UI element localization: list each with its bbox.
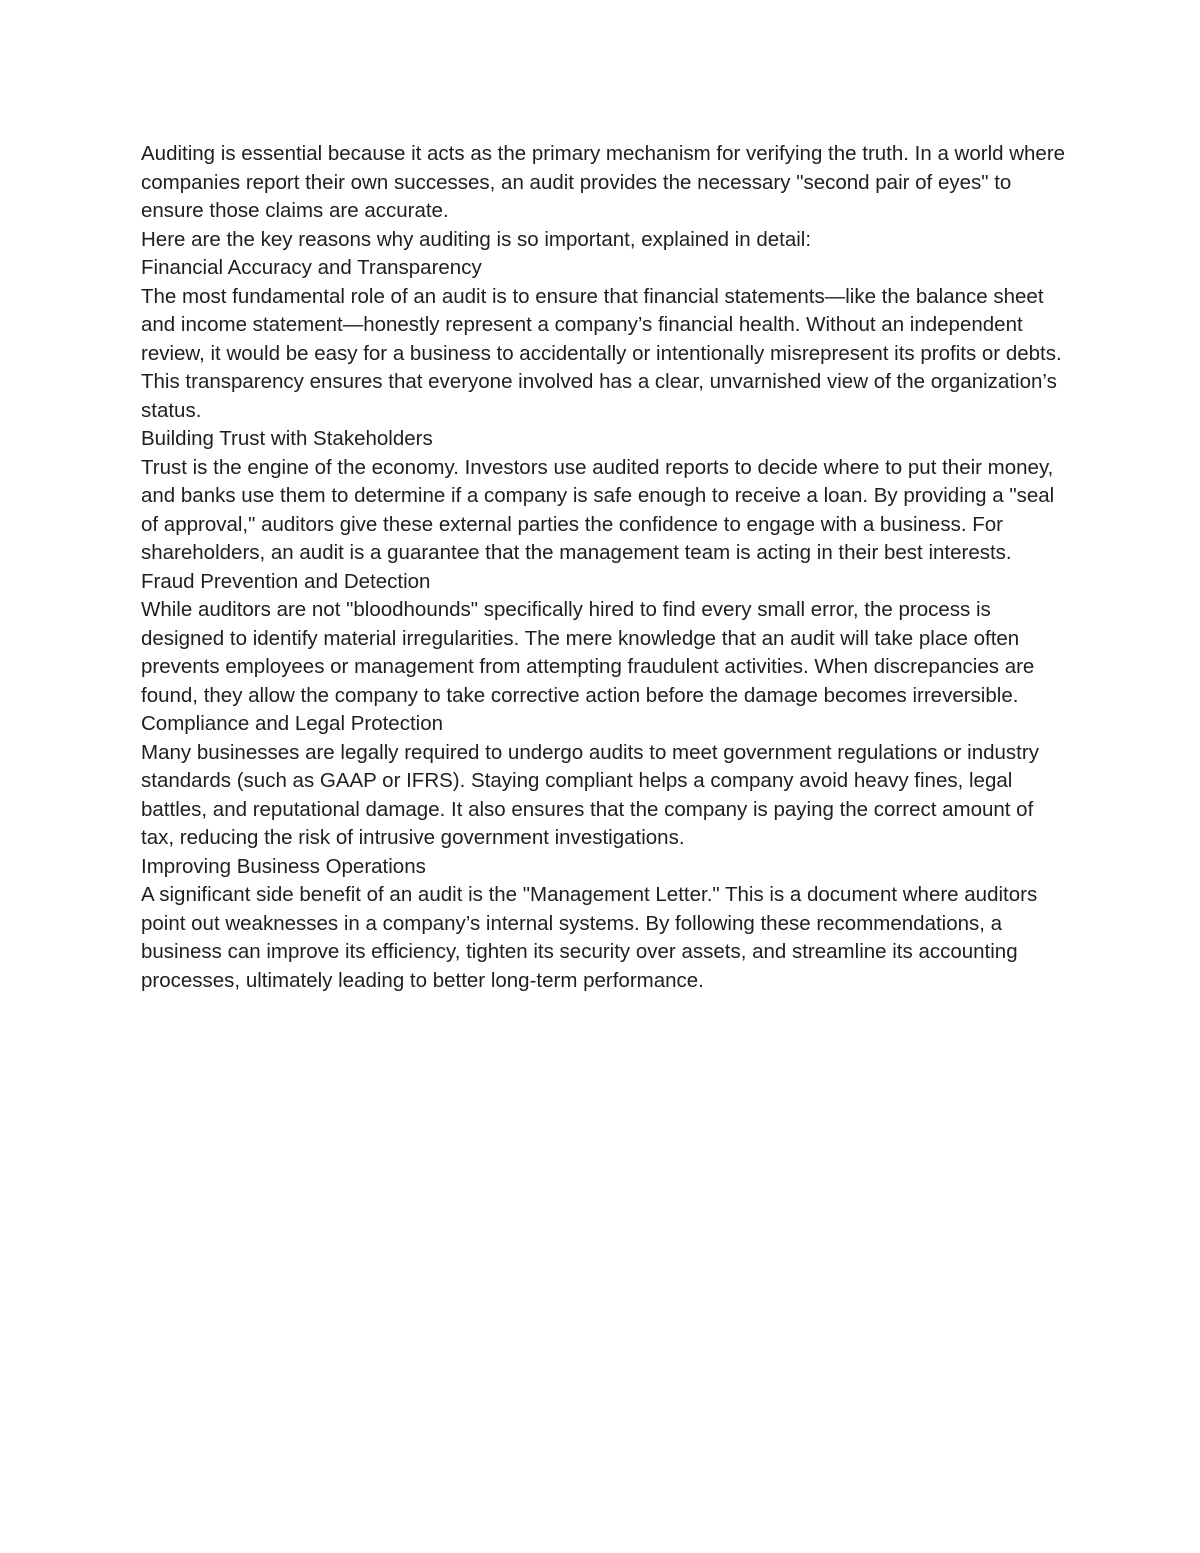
lead-paragraph: Here are the key reasons why auditing is so important, explained in detail:: [141, 227, 812, 251]
section-body-financial-accuracy: The most fundamental role of an audit is to ensure that financial statements—like the balance sheet and income statement—honestly represent a company’s financial health. Without an independent review, it would be easy for a business to accidentally or intentionally misrepresent its profits or debts. This transparency ensures that everyone involved has a clear, unvarnished view of the organization’s status.: [141, 284, 1062, 422]
document-body: [141, 140, 1066, 995]
section-heading-fraud-prevention: Fraud Prevention and Detection: [141, 569, 431, 593]
intro-paragraph: Auditing is essential because it acts as the primary mechanism for verifying the truth. In a world where companies report their own successes, an audit provides the necessary "second pair of eyes" to ensure those claims are accurate.: [141, 142, 1066, 222]
section-body-fraud-prevention: While auditors are not "bloodhounds" specifically hired to find every small error, the process is designed to identify material irregularities. The mere knowledge that an audit will take place often prevents employees or management from attempting fraudulent activities. When discrepancies are found, they allow the company to take corrective action before the damage becomes irreversible.: [141, 598, 1035, 707]
section-body-compliance: Many businesses are legally required to undergo audits to meet government regulations or industry standards (such as GAAP or IFRS). Staying compliant helps a company avoid heavy fines, legal battles, and reputational damage. It also ensures that the company is paying the correct amount of tax, reducing the risk of intrusive government investigations.: [141, 740, 1039, 849]
section-body-business-operations: A significant side benefit of an audit is the "Management Letter." This is a document where auditors point out weaknesses in a company’s internal systems. By following these recommendations, a business can improve its efficiency, tighten its security over assets, and streamline its accounting processes, ultimately leading to better long-term performance.: [141, 883, 1038, 992]
section-heading-building-trust: Building Trust with Stakeholders: [141, 427, 433, 450]
section-heading-compliance: Compliance and Legal Protection: [141, 712, 443, 735]
section-heading-business-operations: Improving Business Operations: [141, 854, 426, 878]
section-heading-financial-accuracy: Financial Accuracy and Transparency: [141, 256, 482, 279]
section-body-building-trust: Trust is the engine of the economy. Investors use audited reports to decide where to put their money, and banks use them to determine if a company is safe enough to receive a loan. By providing a "seal of approval," auditors give these external parties the confidence to engage with a business. For shareholders, an audit is a guarantee that the management team is acting in their best interests.: [141, 455, 1055, 564]
